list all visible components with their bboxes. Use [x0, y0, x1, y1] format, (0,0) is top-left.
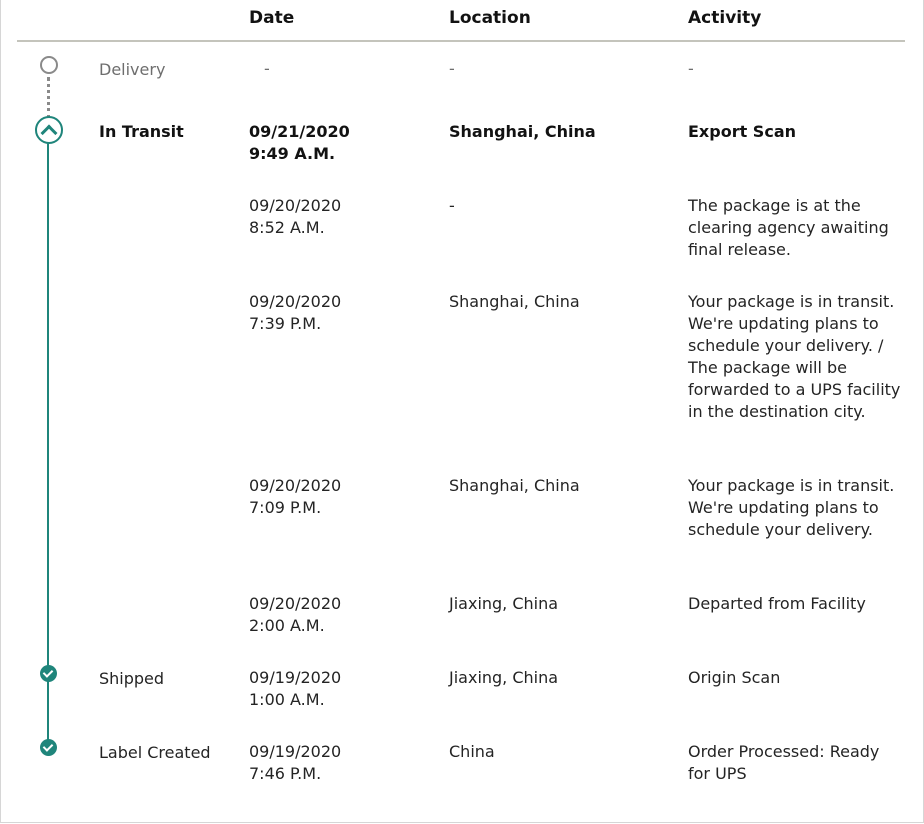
event-time: 7:39 P.M.	[249, 314, 322, 333]
event-date: 09/20/2020	[249, 196, 342, 215]
in-transit-location: Shanghai, China	[449, 122, 596, 141]
header-divider	[17, 40, 905, 42]
event-datetime	[249, 475, 341, 519]
event-activity: Order Processed: Ready for UPS	[688, 742, 880, 783]
event-time: 7:09 P.M.	[249, 498, 322, 517]
event-datetime	[249, 593, 341, 637]
status-in-transit: In Transit	[99, 122, 184, 141]
event-datetime	[249, 195, 341, 239]
delivery-activity: -	[688, 59, 694, 78]
status-label-created: Label Created	[99, 743, 211, 762]
check-circle-icon	[40, 739, 57, 756]
in-transit-datetime	[249, 121, 350, 165]
event-time: 7:46 P.M.	[249, 764, 322, 783]
event-location: Jiaxing, China	[449, 668, 559, 687]
event-date: 09/20/2020	[249, 292, 342, 311]
column-header-activity: Activity	[688, 8, 762, 28]
event-date: 09/20/2020	[249, 594, 342, 613]
event-activity: Your package is in transit. We're updating plans to schedule your delivery. / The package will be forwarded to a UPS facility in the destination city.	[688, 292, 901, 421]
event-time: 8:52 A.M.	[249, 218, 325, 237]
event-activity: The package is at the clearing agency awaiting final release.	[688, 196, 889, 259]
progress-rail	[47, 140, 49, 747]
event-time: 9:49 A.M.	[249, 144, 336, 163]
event-datetime	[249, 291, 341, 335]
event-datetime	[249, 667, 341, 711]
check-circle-icon	[40, 665, 57, 682]
delivery-location: -	[449, 59, 455, 78]
delivery-date: -	[264, 59, 270, 78]
event-location: China	[449, 742, 495, 761]
empty-circle-icon	[40, 56, 58, 74]
column-header-date: Date	[249, 8, 295, 28]
pending-connector	[47, 77, 50, 119]
status-shipped: Shipped	[99, 669, 165, 688]
event-location: Shanghai, China	[449, 476, 580, 495]
in-transit-activity: Export Scan	[688, 122, 796, 141]
column-header-location: Location	[449, 8, 531, 28]
event-datetime	[249, 741, 341, 785]
event-activity: Your package is in transit. We're updating plans to schedule your delivery.	[688, 476, 895, 539]
event-date: 09/20/2020	[249, 476, 342, 495]
event-date: 09/19/2020	[249, 742, 342, 761]
event-activity: Departed from Facility	[688, 594, 866, 613]
event-activity: Origin Scan	[688, 668, 781, 687]
event-time: 2:00 A.M.	[249, 616, 325, 635]
event-date: 09/21/2020	[249, 122, 350, 141]
event-time: 1:00 A.M.	[249, 690, 325, 709]
event-location: Jiaxing, China	[449, 594, 559, 613]
event-location: Shanghai, China	[449, 292, 580, 311]
status-delivery: Delivery	[99, 60, 166, 79]
event-date: 09/19/2020	[249, 668, 342, 687]
chevron-up-circle-icon	[35, 116, 63, 144]
event-location: -	[449, 196, 455, 215]
